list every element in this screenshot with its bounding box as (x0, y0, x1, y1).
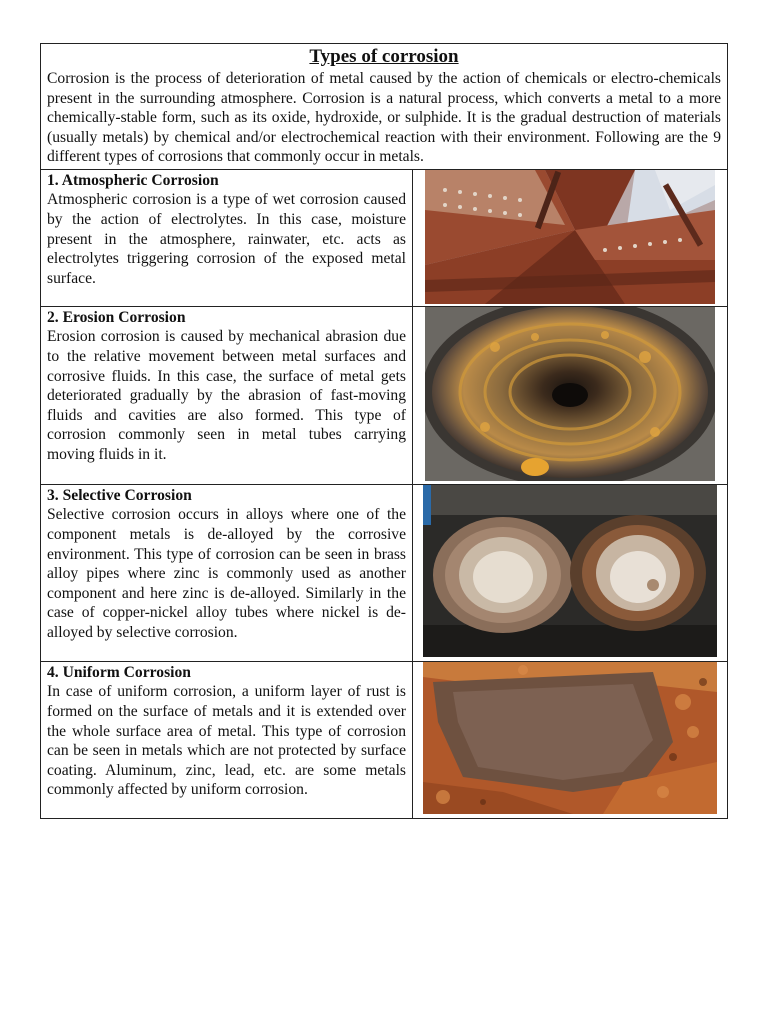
corrosion-document (40, 43, 728, 819)
section-row-uniform (41, 662, 727, 818)
section-row-selective (41, 485, 727, 662)
dealloyed-pipe-ends-image (423, 485, 717, 657)
section-text-cell (41, 662, 413, 818)
section-heading: 1. Atmospheric Corrosion (47, 171, 219, 189)
section-body: Erosion corrosion is caused by mechanical abrasion due to the relative movement between metal surfaces and corrosive fluids. In this case, the surface of metal gets deteriorated gradually by the abrasion of fast-moving fluids and cavities are also formed. This type of corrosion commonly seen in metal tubes carrying moving fluids in it. (47, 328, 406, 464)
rusted-steel-girder-image (425, 170, 715, 304)
section-heading: 4. Uniform Corrosion (47, 663, 191, 681)
section-heading: 2. Erosion Corrosion (47, 308, 186, 326)
section-body: Selective corrosion occurs in alloys where one of the component metals is de-alloyed by the corrosive environment. This type of corrosion can be seen in brass alloy pipes where zinc is commonly used as another component and here zinc is de-alloyed. Similarly in the case of copper-nickel alloy tubes where nickel is de-alloyed by selective corrosion. (47, 506, 406, 642)
section-image-cell (413, 307, 727, 484)
section-text-cell (41, 170, 413, 306)
uniformly-rusted-surface-image (423, 662, 717, 814)
page-title: Types of corrosion (309, 46, 459, 67)
section-heading: 3. Selective Corrosion (47, 486, 192, 504)
section-row-atmospheric (41, 170, 727, 307)
section-image-cell (413, 662, 727, 818)
section-text-cell (41, 307, 413, 484)
section-image-cell (413, 485, 727, 661)
section-row-erosion (41, 307, 727, 485)
section-body: In case of uniform corrosion, a uniform layer of rust is formed on the surface of metals and it is extended over the whole surface area of metal. This type of corrosion can be seen in metals which are not protected by surface coating. Aluminum, zinc, lead, etc. are some metals commonly affected by uniform corrosion. (47, 683, 406, 799)
section-body: Atmospheric corrosion is a type of wet corrosion caused by the action of electrolytes. In this case, moisture present in the atmosphere, rainwater, etc. acts as electrolytes triggering corrosion of the exposed metal surface. (47, 191, 406, 287)
intro-paragraph: Corrosion is the process of deterioration of metal caused by the action of chemicals or electro-chemicals present in the surrounding atmosphere. Corrosion is a natural process, which converts a metal to a more chemically-stable form, such as its oxide, hydroxide, or sulphide. It is the gradual destruction of materials (usually metals) by chemical and/or electrochemical reaction with their environment. Following are the 9 different types of corrosions that commonly occur in metals. (47, 70, 721, 166)
corroded-pipe-interior-image (425, 307, 715, 481)
intro-cell (41, 44, 727, 170)
section-text-cell (41, 485, 413, 661)
section-image-cell (413, 170, 727, 306)
